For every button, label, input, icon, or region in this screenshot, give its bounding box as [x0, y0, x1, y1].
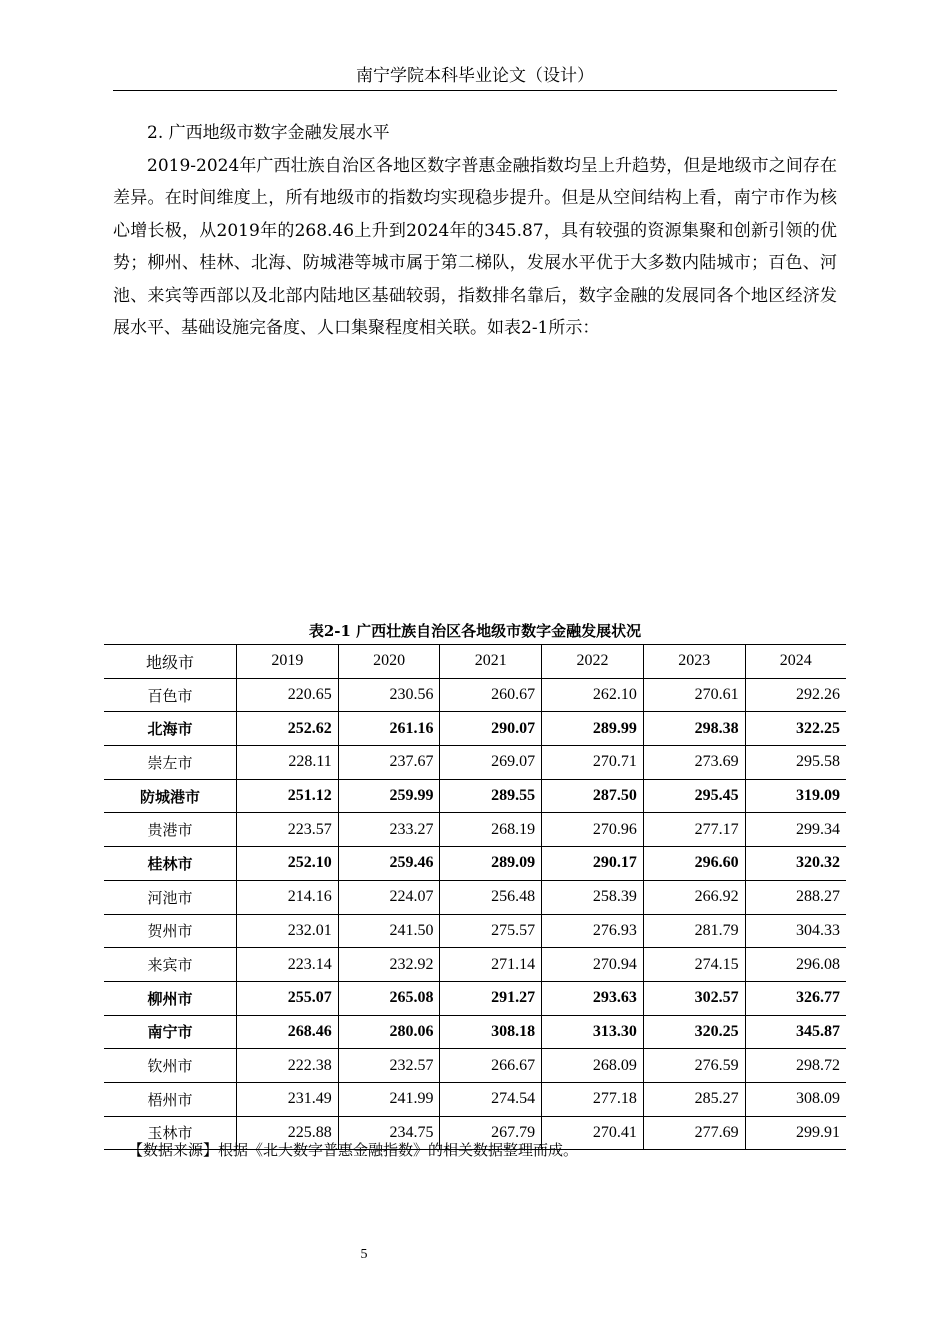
table-row: [104, 847, 846, 881]
value-cell: 269.07: [440, 746, 542, 780]
value-cell: 291.27: [440, 981, 542, 1015]
value-cell: 237.67: [338, 746, 440, 780]
table-caption: 表2-1 广西壮族自治区各地级市数字金融发展状况: [308, 622, 642, 640]
value-cell: 266.67: [440, 1049, 542, 1083]
value-cell: 271.14: [440, 948, 542, 982]
value-cell: 274.15: [643, 948, 745, 982]
value-cell: 289.99: [542, 712, 644, 746]
city-cell: 钦州市: [104, 1049, 237, 1083]
value-cell: 296.08: [745, 948, 846, 982]
value-cell: 304.33: [745, 914, 846, 948]
table-row: [104, 678, 846, 712]
value-cell: 232.01: [237, 914, 339, 948]
value-cell: 259.46: [338, 847, 440, 881]
data-source-note: 【数据来源】根据《北大数字普惠金融指数》的相关数据整理而成。: [128, 1141, 579, 1159]
table-row: [104, 948, 846, 982]
city-cell: 崇左市: [104, 746, 237, 780]
value-cell: 326.77: [745, 981, 846, 1015]
value-cell: 268.19: [440, 813, 542, 847]
city-cell: 百色市: [104, 678, 237, 712]
value-cell: 225.88: [237, 1116, 339, 1150]
value-cell: 293.63: [542, 981, 644, 1015]
table-header-row: [104, 645, 846, 679]
value-cell: 322.25: [745, 712, 846, 746]
value-cell: 214.16: [237, 880, 339, 914]
city-cell: 河池市: [104, 880, 237, 914]
body-text: [113, 117, 837, 345]
value-cell: 266.92: [643, 880, 745, 914]
value-cell: 299.91: [796, 1123, 840, 1141]
column-header-year: 2022: [542, 645, 644, 679]
value-cell: 281.79: [643, 914, 745, 948]
value-cell: 223.14: [237, 948, 339, 982]
column-header-year: 2020: [338, 645, 440, 679]
value-cell: 320.32: [745, 847, 846, 881]
value-cell: 223.57: [237, 813, 339, 847]
column-header-year: 2021: [440, 645, 542, 679]
city-cell: 来宾市: [104, 948, 237, 982]
value-cell: 277.17: [643, 813, 745, 847]
value-cell: 270.41: [542, 1116, 644, 1150]
column-header-year: 2023: [643, 645, 745, 679]
value-cell: 308.18: [440, 1015, 542, 1049]
value-cell: 255.07: [237, 981, 339, 1015]
body-paragraph: 2019-2024年广西壮族自治区各地区数字普惠金融指数均呈上升趋势，但是地级市之间存在差异。在时间维度上，所有地级市的指数均实现稳步提升。但是从空间结构上看，南宁市作为核心增长极，从2019年的268.46上升到2024年的345.87，具有较强的资源集聚和创新引领的优势；柳州、桂林、北海、防城港等城市属于第二梯队，发展水平优于大多数内陆城市；百色、河池、来宾等西部以及北部内陆地区基础较弱，指数排名靠后，数字金融的发展同各个地区经济发展水平、基础设施完备度、人口集聚程度相关联。如表2-1所示：: [113, 155, 837, 338]
value-cell: 228.11: [237, 746, 339, 780]
value-cell: 296.60: [643, 847, 745, 881]
value-cell: 345.87: [745, 1015, 846, 1049]
column-header-city: 地级市: [104, 645, 237, 679]
value-cell: 298.72: [745, 1049, 846, 1083]
value-cell: 295.45: [643, 779, 745, 813]
value-cell: 270.94: [542, 948, 644, 982]
value-cell: 275.57: [440, 914, 542, 948]
value-cell: 270.71: [542, 746, 644, 780]
value-cell: 289.09: [440, 847, 542, 881]
city-cell: 北海市: [104, 712, 237, 746]
city-cell: 桂林市: [104, 847, 237, 881]
value-cell: 308.09: [745, 1082, 846, 1116]
city-cell: 贺州市: [104, 914, 237, 948]
value-cell: 295.58: [745, 746, 846, 780]
table-row: [104, 880, 846, 914]
value-cell: 270.61: [643, 678, 745, 712]
value-cell: 292.26: [745, 678, 846, 712]
city-cell: 柳州市: [104, 981, 237, 1015]
column-header-year: 2019: [237, 645, 339, 679]
value-cell: 285.27: [643, 1082, 745, 1116]
column-header-year: 2024: [745, 645, 846, 679]
city-cell: 贵港市: [104, 813, 237, 847]
city-cell: 玉林市: [104, 1116, 237, 1150]
table-row: [104, 1082, 846, 1116]
city-cell: 南宁市: [104, 1015, 237, 1049]
value-cell: 313.30: [542, 1015, 644, 1049]
value-cell: 234.75: [338, 1116, 440, 1150]
value-cell: 220.65: [237, 678, 339, 712]
value-cell: 277.69: [643, 1116, 745, 1150]
value-cell: 302.57: [643, 981, 745, 1015]
table-row: [104, 981, 846, 1015]
value-cell: 287.50: [542, 779, 644, 813]
value-cell: 288.27: [745, 880, 846, 914]
table-body: [104, 678, 846, 1150]
value-cell: 232.57: [338, 1049, 440, 1083]
table-row: [104, 813, 846, 847]
value-cell: 290.17: [542, 847, 644, 881]
value-cell: 231.49: [237, 1082, 339, 1116]
value-cell: 289.55: [440, 779, 542, 813]
value-cell: 222.38: [237, 1049, 339, 1083]
value-cell: 262.10: [542, 678, 644, 712]
value-cell: 277.18: [542, 1082, 644, 1116]
value-cell: 276.59: [643, 1049, 745, 1083]
value-cell: 230.56: [338, 678, 440, 712]
value-cell: 265.08: [338, 981, 440, 1015]
value-cell: 280.06: [338, 1015, 440, 1049]
value-cell: 319.09: [745, 779, 846, 813]
value-cell: 224.07: [338, 880, 440, 914]
value-cell: 233.27: [338, 813, 440, 847]
page-header: 南宁学院本科毕业论文（设计）: [113, 62, 837, 91]
value-cell: 252.10: [237, 847, 339, 881]
value-cell: 299.34: [745, 813, 846, 847]
value-cell: 259.99: [338, 779, 440, 813]
value-cell: 274.54: [440, 1082, 542, 1116]
page-number: 5: [360, 1247, 368, 1262]
value-cell: 256.48: [440, 880, 542, 914]
table-row: [104, 1049, 846, 1083]
value-cell: 268.46: [237, 1015, 339, 1049]
value-cell: 290.07: [440, 712, 542, 746]
city-cell: 防城港市: [104, 779, 237, 813]
data-table: [104, 644, 846, 1150]
value-cell: 268.09: [542, 1049, 644, 1083]
section-heading: 2. 广西地级市数字金融发展水平: [147, 123, 390, 143]
value-cell: 273.69: [643, 746, 745, 780]
value-cell: 252.62: [237, 712, 339, 746]
value-cell: 232.92: [338, 948, 440, 982]
table-row: [104, 1015, 846, 1049]
value-cell: 241.99: [338, 1082, 440, 1116]
value-cell: 267.79: [440, 1116, 542, 1150]
value-cell: 320.25: [643, 1015, 745, 1049]
table-row: [104, 779, 846, 813]
value-cell: 298.38: [643, 712, 745, 746]
value-cell: 261.16: [338, 712, 440, 746]
value-cell: 276.93: [542, 914, 644, 948]
table-row: [104, 914, 846, 948]
value-cell: 270.96: [542, 813, 644, 847]
city-cell: 梧州市: [104, 1082, 237, 1116]
table-row: [104, 746, 846, 780]
value-cell: 260.67: [440, 678, 542, 712]
value-cell: 258.39: [542, 880, 644, 914]
value-cell: 251.12: [237, 779, 339, 813]
value-cell: 241.50: [338, 914, 440, 948]
table-row: [104, 712, 846, 746]
